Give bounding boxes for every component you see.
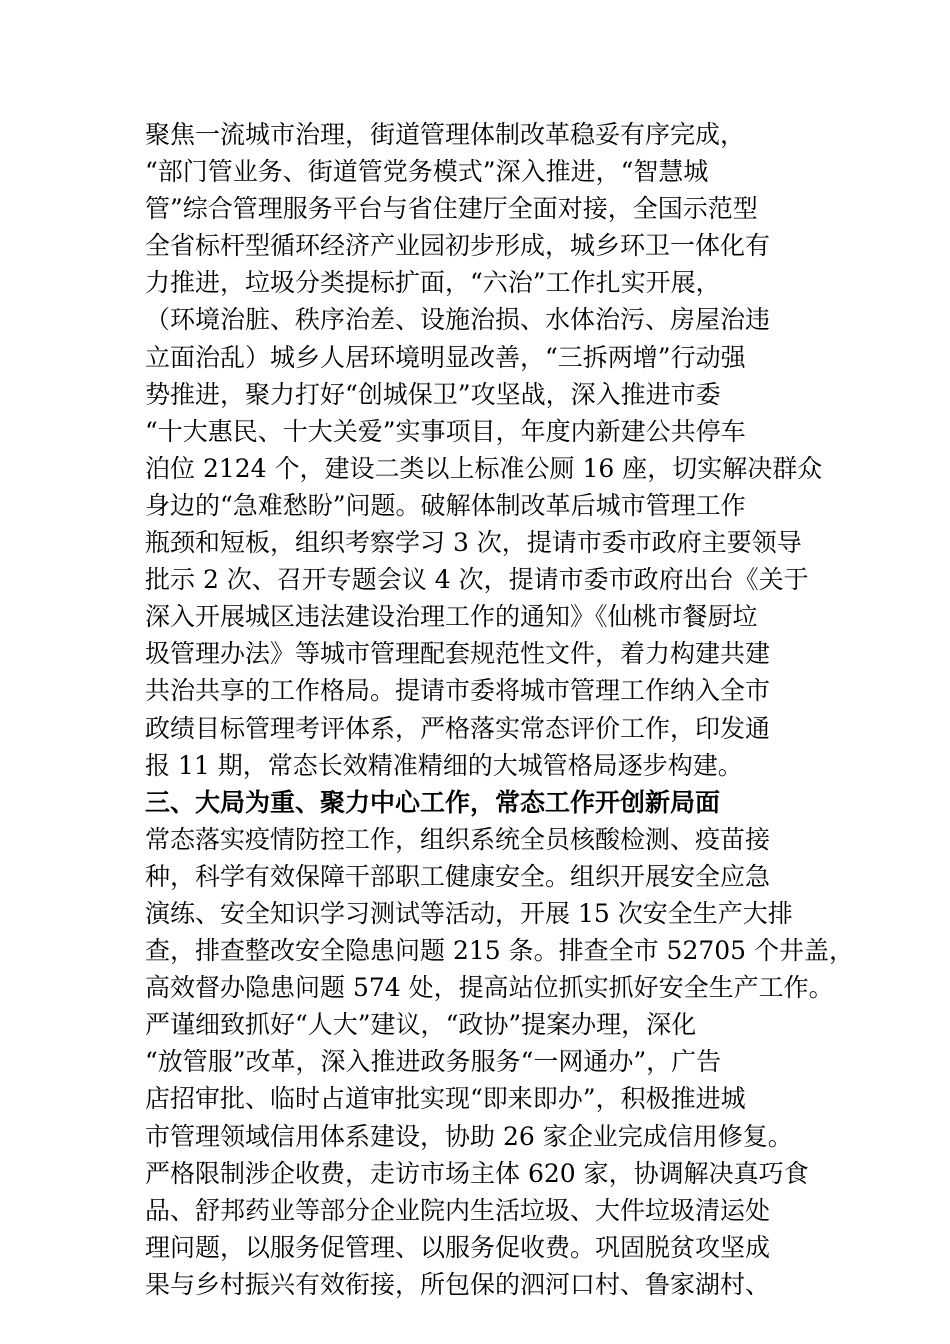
paragraph-line: 理问题，以服务促管理、以服务促收费。巩固脱贫攻坚成 [145, 1232, 771, 1262]
paragraph-line: 严格限制涉企收费，走访市场主体 620 家，协调解决真巧食 [145, 1158, 809, 1188]
paragraph-line: “放管服”改革，深入推进政务服务“一网通办”，广告 [145, 1047, 722, 1077]
paragraph-line: 报 11 期，常态长效精准精细的大城管格局逐步构建。 [145, 750, 743, 780]
paragraph-line: 批示 2 次、召开专题会议 4 次，提请市委市政府出台《关于 [145, 565, 809, 595]
paragraph-line: 圾管理办法》等城市管理配套规范性文件，着力构建共建 [145, 639, 771, 669]
paragraph-line: （环境治脏、秩序治差、设施治损、水体治污、房屋治违 [145, 305, 771, 335]
paragraph-line: 瓶颈和短板，组织考察学习 3 次，提请市委市政府主要领导 [145, 528, 802, 558]
paragraph-line: 共治共享的工作格局。提请市委将城市管理工作纳入全市 [145, 676, 771, 706]
paragraph-line: 查，排查整改安全隐患问题 215 条。排查全市 52705 个井盖， [145, 936, 855, 966]
paragraph-line: 泊位 2124 个，建设二类以上标准公厕 16 座，切实解决群众 [145, 453, 823, 483]
paragraph-line: 店招审批、临时占道审批实现“即来即办”，积极推进城 [145, 1084, 746, 1114]
paragraph-line: 常态落实疫情防控工作，组织系统全员核酸检测、疫苗接 [145, 824, 771, 854]
body-text [145, 116, 855, 1303]
paragraph-line: 果与乡村振兴有效衔接，所包保的泗河口村、鲁家湖村、 [145, 1269, 771, 1299]
paragraph-line: “部门管业务、街道管党务模式”深入推进，“智慧城 [145, 157, 709, 187]
paragraph-line: 身边的“急难愁盼”问题。破解体制改革后城市管理工作 [145, 490, 746, 520]
paragraph-line: 市管理领域信用体系建设，协助 26 家企业完成信用修复。 [145, 1121, 793, 1151]
paragraph-line: 管”综合管理服务平台与省住建厅全面对接，全国示范型 [145, 194, 758, 224]
paragraph-line: “十大惠民、十大关爱”实事项目，年度内新建公共停车 [145, 416, 746, 446]
paragraph-line: 全省标杆型循环经济产业园初步形成，城乡环卫一体化有 [145, 231, 771, 261]
paragraph-line: 演练、安全知识学习测试等活动，开展 15 次安全生产大排 [145, 898, 793, 928]
paragraph-line: 品、舒邦药业等部分企业院内生活垃圾、大件垃圾清运处 [145, 1195, 771, 1225]
paragraph-line: 聚焦一流城市治理，街道管理体制改革稳妥有序完成， [145, 120, 746, 149]
paragraph-line: 种，科学有效保障干部职工健康安全。组织开展安全应急 [145, 861, 771, 891]
paragraph-line: 高效督办隐患问题 574 处，提高站位抓实抓好安全生产工作。 [145, 973, 834, 1003]
section-heading: 三、大局为重、聚力中心工作，常态工作开创新局面 [145, 787, 721, 817]
paragraph-line: 立面治乱）城乡人居环境明显改善，“三拆两增”行动强 [145, 342, 746, 372]
paragraph-line: 力推进，垃圾分类提标扩面，“六治”工作扎实开展， [145, 268, 721, 298]
paragraph-line: 严谨细致抓好“人大”建议，“政协”提案办理，深化 [145, 1010, 697, 1040]
paragraph-line: 势推进，聚力打好“创城保卫”攻坚战，深入推进市委 [145, 379, 721, 409]
paragraph-line: 政绩目标管理考评体系，严格落实常态评价工作，印发通 [145, 713, 771, 743]
paragraph-line: 深入开展城区违法建设治理工作的通知》《仙桃市餐厨垃 [145, 602, 758, 632]
